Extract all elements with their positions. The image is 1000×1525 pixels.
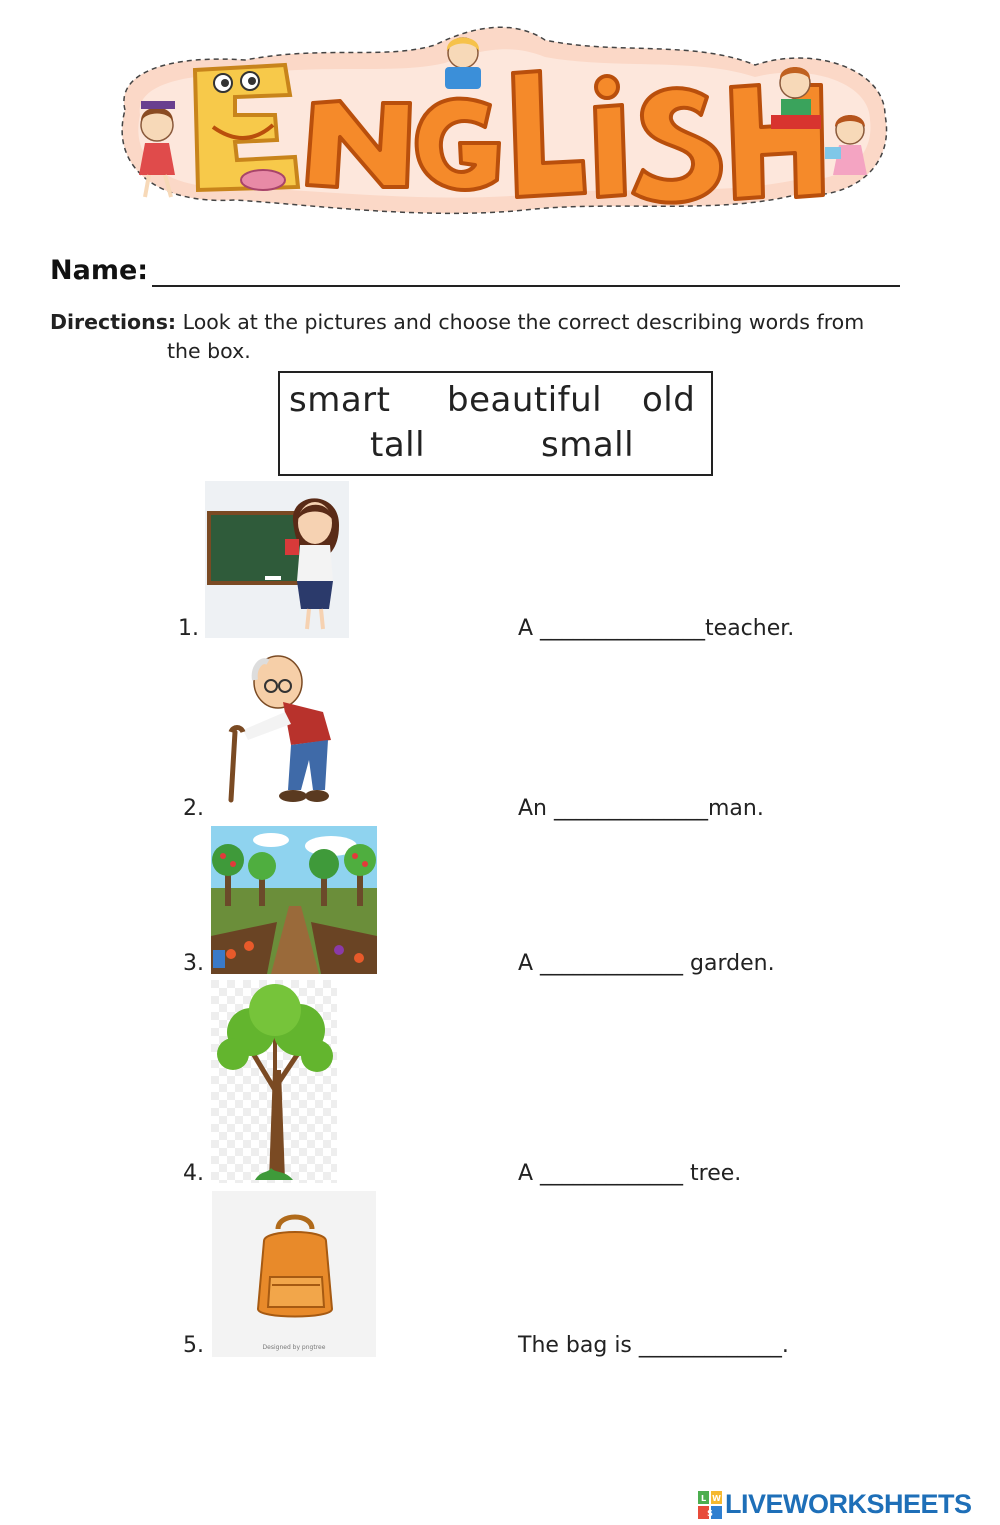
word-option: old [642,380,696,420]
question-number: 1. [178,616,199,641]
question-number: 5. [183,1333,204,1358]
logo-letter: W [712,1494,721,1503]
directions-text-line1: Look at the pictures and choose the correct describing words from [182,310,865,334]
logo-letter: S [707,1509,713,1518]
tree-image [211,980,337,1183]
old-man-image [213,650,338,810]
logo-letter: L [700,1494,707,1503]
name-label: Name: [50,255,149,286]
question-sentence[interactable]: A _______________teacher. [518,616,795,641]
question-number: 3. [183,951,204,976]
liveworksheets-logo-icon [698,1491,722,1521]
garden-image [211,826,377,974]
question-sentence[interactable]: The bag is _____________. [518,1333,789,1358]
liveworksheets-brand: LIVEWORKSHEETS [725,1489,972,1519]
word-option: beautiful [447,380,603,420]
bag-credit: Designed by pngtree [262,1344,326,1351]
question-sentence[interactable]: An ______________man. [518,796,764,821]
english-banner [95,15,905,220]
question-sentence[interactable]: A _____________ tree. [518,1161,742,1186]
word-option: small [541,425,635,465]
question-number: 4. [183,1161,204,1186]
word-box [278,371,713,476]
word-option: smart [289,380,391,420]
directions-label: Directions: [50,310,177,334]
directions-text-line2: the box. [167,339,251,363]
teacher-image [205,481,349,638]
question-number: 2. [183,796,204,821]
directions [50,308,930,366]
word-option: tall [370,425,426,465]
name-input-line[interactable] [152,285,900,287]
bag-image [212,1191,376,1357]
question-sentence[interactable]: A _____________ garden. [518,951,775,976]
